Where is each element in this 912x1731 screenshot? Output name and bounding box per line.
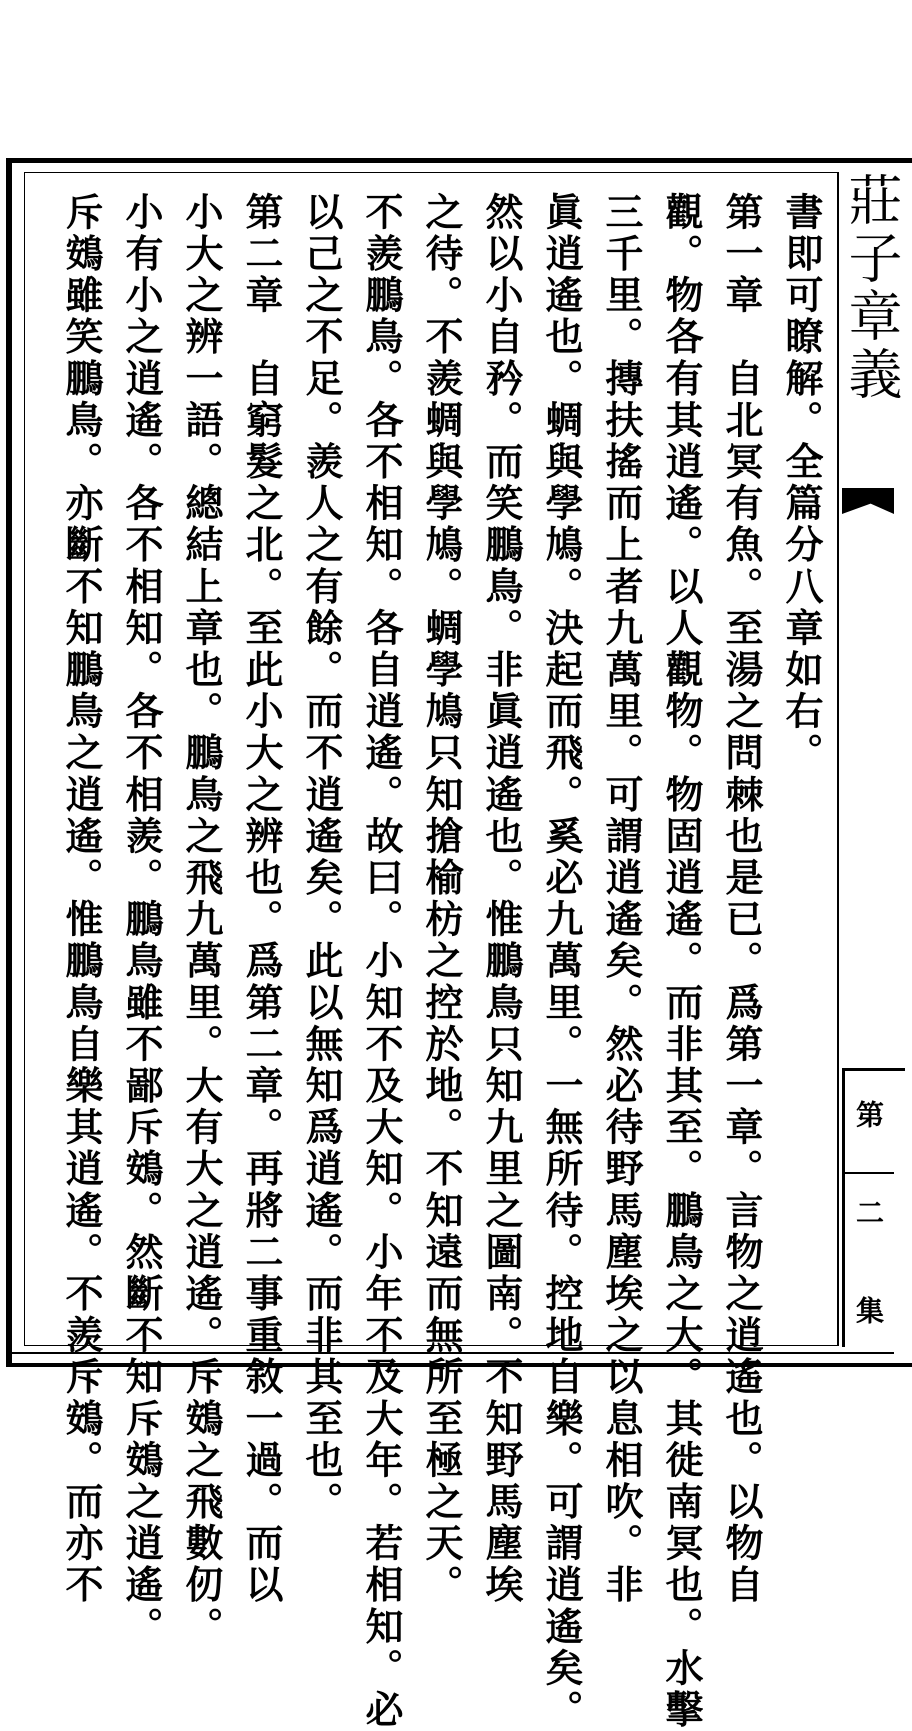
text-column-2: 第一章 自北冥有魚。至湯之問棘也是已。爲第一章。言物之逍遙也。以物自 [719, 192, 764, 1607]
text-column-1: 書即可瞭解。全篇分八章如右。 [779, 192, 824, 775]
text-column-12: 小有小之逍遙。各不相知。各不相羨。鵬鳥雖不鄙斥鴳。然斷不知斥鴳之逍遙。 [119, 192, 164, 1648]
text-column-7: 之待。不羨蜩與學鳩。蜩學鳩只知搶榆枋之控於地。不知遠而無所至極之天。 [419, 192, 464, 1607]
text-column-8: 不羨鵬鳥。各不相知。各自逍遙。故曰。小知不及大知。小年不及大年。若相知。必 [359, 192, 404, 1731]
text-column-6: 然以小自矜。而笑鵬鳥。非眞逍遙也。惟鵬鳥只知九里之圖南。不知野馬塵埃 [479, 192, 524, 1607]
text-column-9: 以己之不足。羨人之有餘。而不逍遙矣。此以無知爲逍遙。而非其至也。 [299, 192, 344, 1524]
text-column-13: 斥鴳雖笑鵬鳥。亦斷不知鵬鳥之逍遙。惟鵬鳥自樂其逍遙。不羨斥鴳。而亦不 [59, 192, 104, 1607]
text-column-3: 觀。物各有其逍遙。以人觀物。物固逍遙。而非其至。鵬鳥之大。其徙南冥也。水擊 [659, 192, 704, 1731]
margin-chapter-label: 第二集 [852, 1100, 885, 1394]
text-column-10: 第二章 自窮髮之北。至此小大之辨也。爲第二章。再將二事重敘一過。而以 [239, 192, 284, 1607]
text-column-11: 小大之辨一語。總結上章也。鵬鳥之飛九萬里。大有大之逍遙。斥鴳之飛數仞。 [179, 192, 224, 1648]
text-column-5: 眞逍遙也。蜩與學鳩。決起而飛。奚必九萬里。一無所待。控地自樂。可謂逍遙矣。 [539, 192, 584, 1731]
text-column-4: 三千里。摶扶搖而上者九萬里。可謂逍遙矣。然必待野馬塵埃之以息相吹。非 [599, 192, 644, 1607]
margin-book-title: 莊子章義 [840, 172, 903, 404]
